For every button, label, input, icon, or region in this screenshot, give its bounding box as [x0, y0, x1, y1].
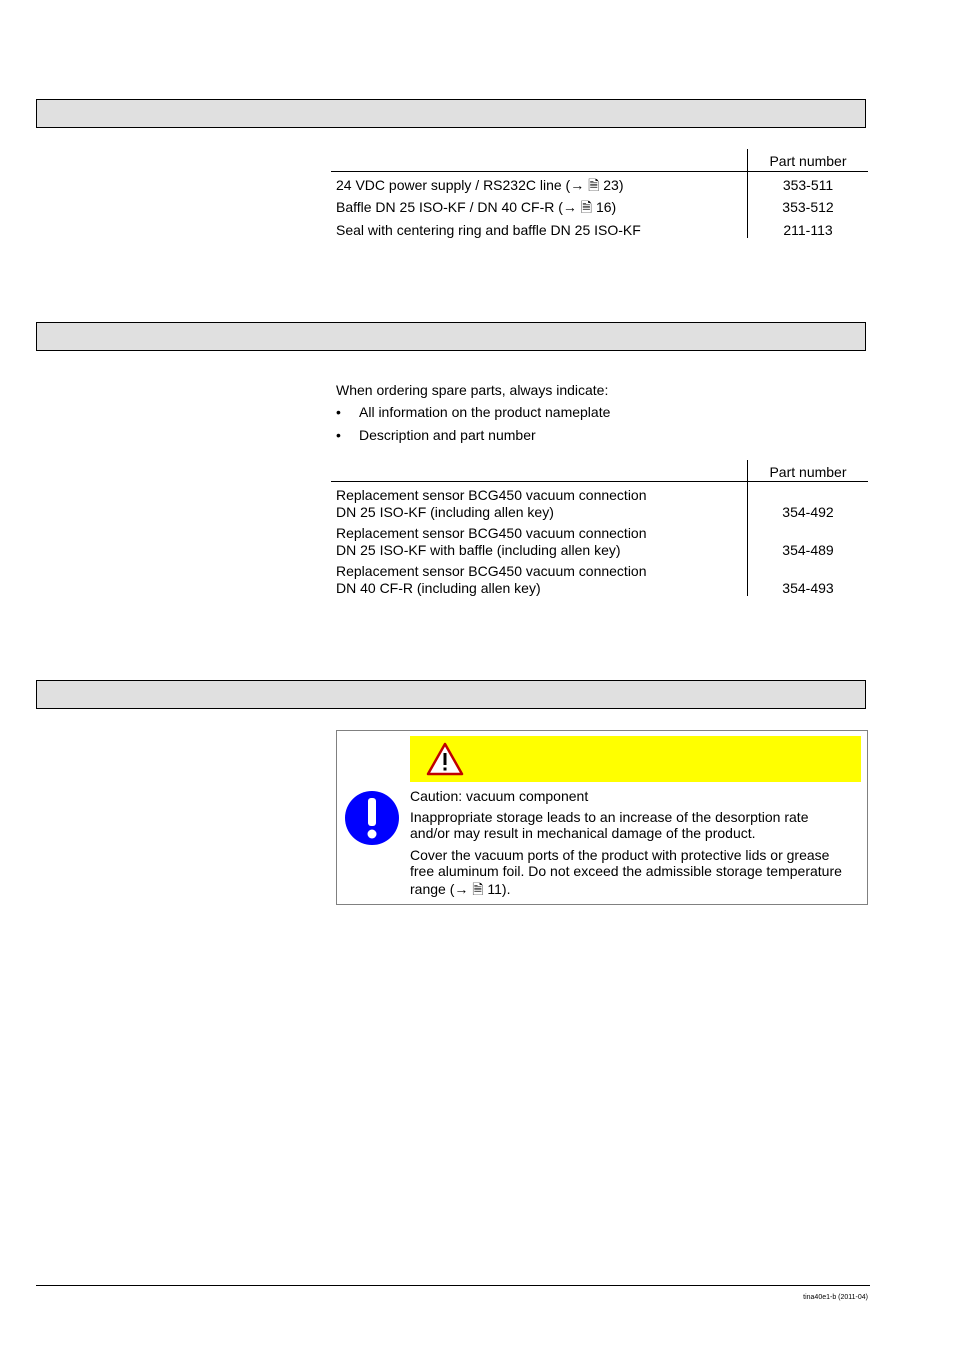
part-number-header: Part number — [769, 464, 847, 480]
section-header-spare-parts — [36, 322, 866, 351]
caution-text: Inappropriate storage leads to an increase of the desorption rate — [410, 809, 809, 825]
part-number: 354-493 — [782, 580, 834, 596]
part-number: 211-113 — [783, 222, 833, 238]
warning-triangle-icon — [426, 742, 464, 776]
table-row: 24 VDC power supply / RS232C line (→ 🗎 23) — [336, 177, 624, 193]
part-number: 354-489 — [782, 542, 834, 558]
accessories-table — [331, 149, 868, 238]
section-header-accessories — [36, 99, 866, 128]
warning-banner — [410, 736, 861, 782]
bullet-icon: • — [336, 404, 341, 420]
table-row-line2: DN 25 ISO-KF with baffle (including allen key) — [336, 542, 621, 558]
bullet-icon: • — [336, 427, 341, 443]
bullet-item: Description and part number — [359, 427, 536, 443]
spare-parts-intro: When ordering spare parts, always indicate: — [336, 382, 609, 398]
part-number: 354-492 — [782, 504, 834, 520]
bullet-item: All information on the product nameplate — [359, 404, 611, 420]
spare-parts-table — [331, 460, 868, 596]
table-row: Seal with centering ring and baffle DN 25 ISO-KF — [336, 222, 641, 238]
part-number-header: Part number — [769, 153, 847, 169]
caution-text: range (→ 🗎 11). — [410, 881, 511, 897]
caution-heading: Caution: vacuum component — [410, 788, 589, 804]
caution-text: and/or may result in mechanical damage of the product. — [410, 825, 756, 841]
table-row-line2: DN 25 ISO-KF (including allen key) — [336, 504, 554, 520]
section-header-storage — [36, 680, 866, 709]
table-row-line1: Replacement sensor BCG450 vacuum connection — [336, 563, 647, 579]
table-row-line2: DN 40 CF-R (including allen key) — [336, 580, 541, 596]
part-number: 353-512 — [782, 199, 834, 215]
table-header — [331, 149, 868, 172]
part-number: 353-511 — [782, 177, 834, 193]
table-row: Baffle DN 25 ISO-KF / DN 40 CF-R (→ 🗎 16) — [336, 199, 617, 215]
footer-rule — [36, 1285, 870, 1286]
exclamation-info-icon — [343, 789, 401, 847]
table-row-line1: Replacement sensor BCG450 vacuum connection — [336, 525, 647, 541]
table-row-line1: Replacement sensor BCG450 vacuum connection — [336, 487, 647, 503]
caution-text: Cover the vacuum ports of the product with protective lids or grease — [410, 847, 830, 863]
caution-text: free aluminum foil. Do not exceed the admissible storage temperature — [410, 863, 842, 879]
footer-doc-code: tina40e1-b (2011-04) — [803, 1294, 868, 1301]
caution-box — [336, 730, 868, 905]
table-header — [331, 460, 868, 482]
